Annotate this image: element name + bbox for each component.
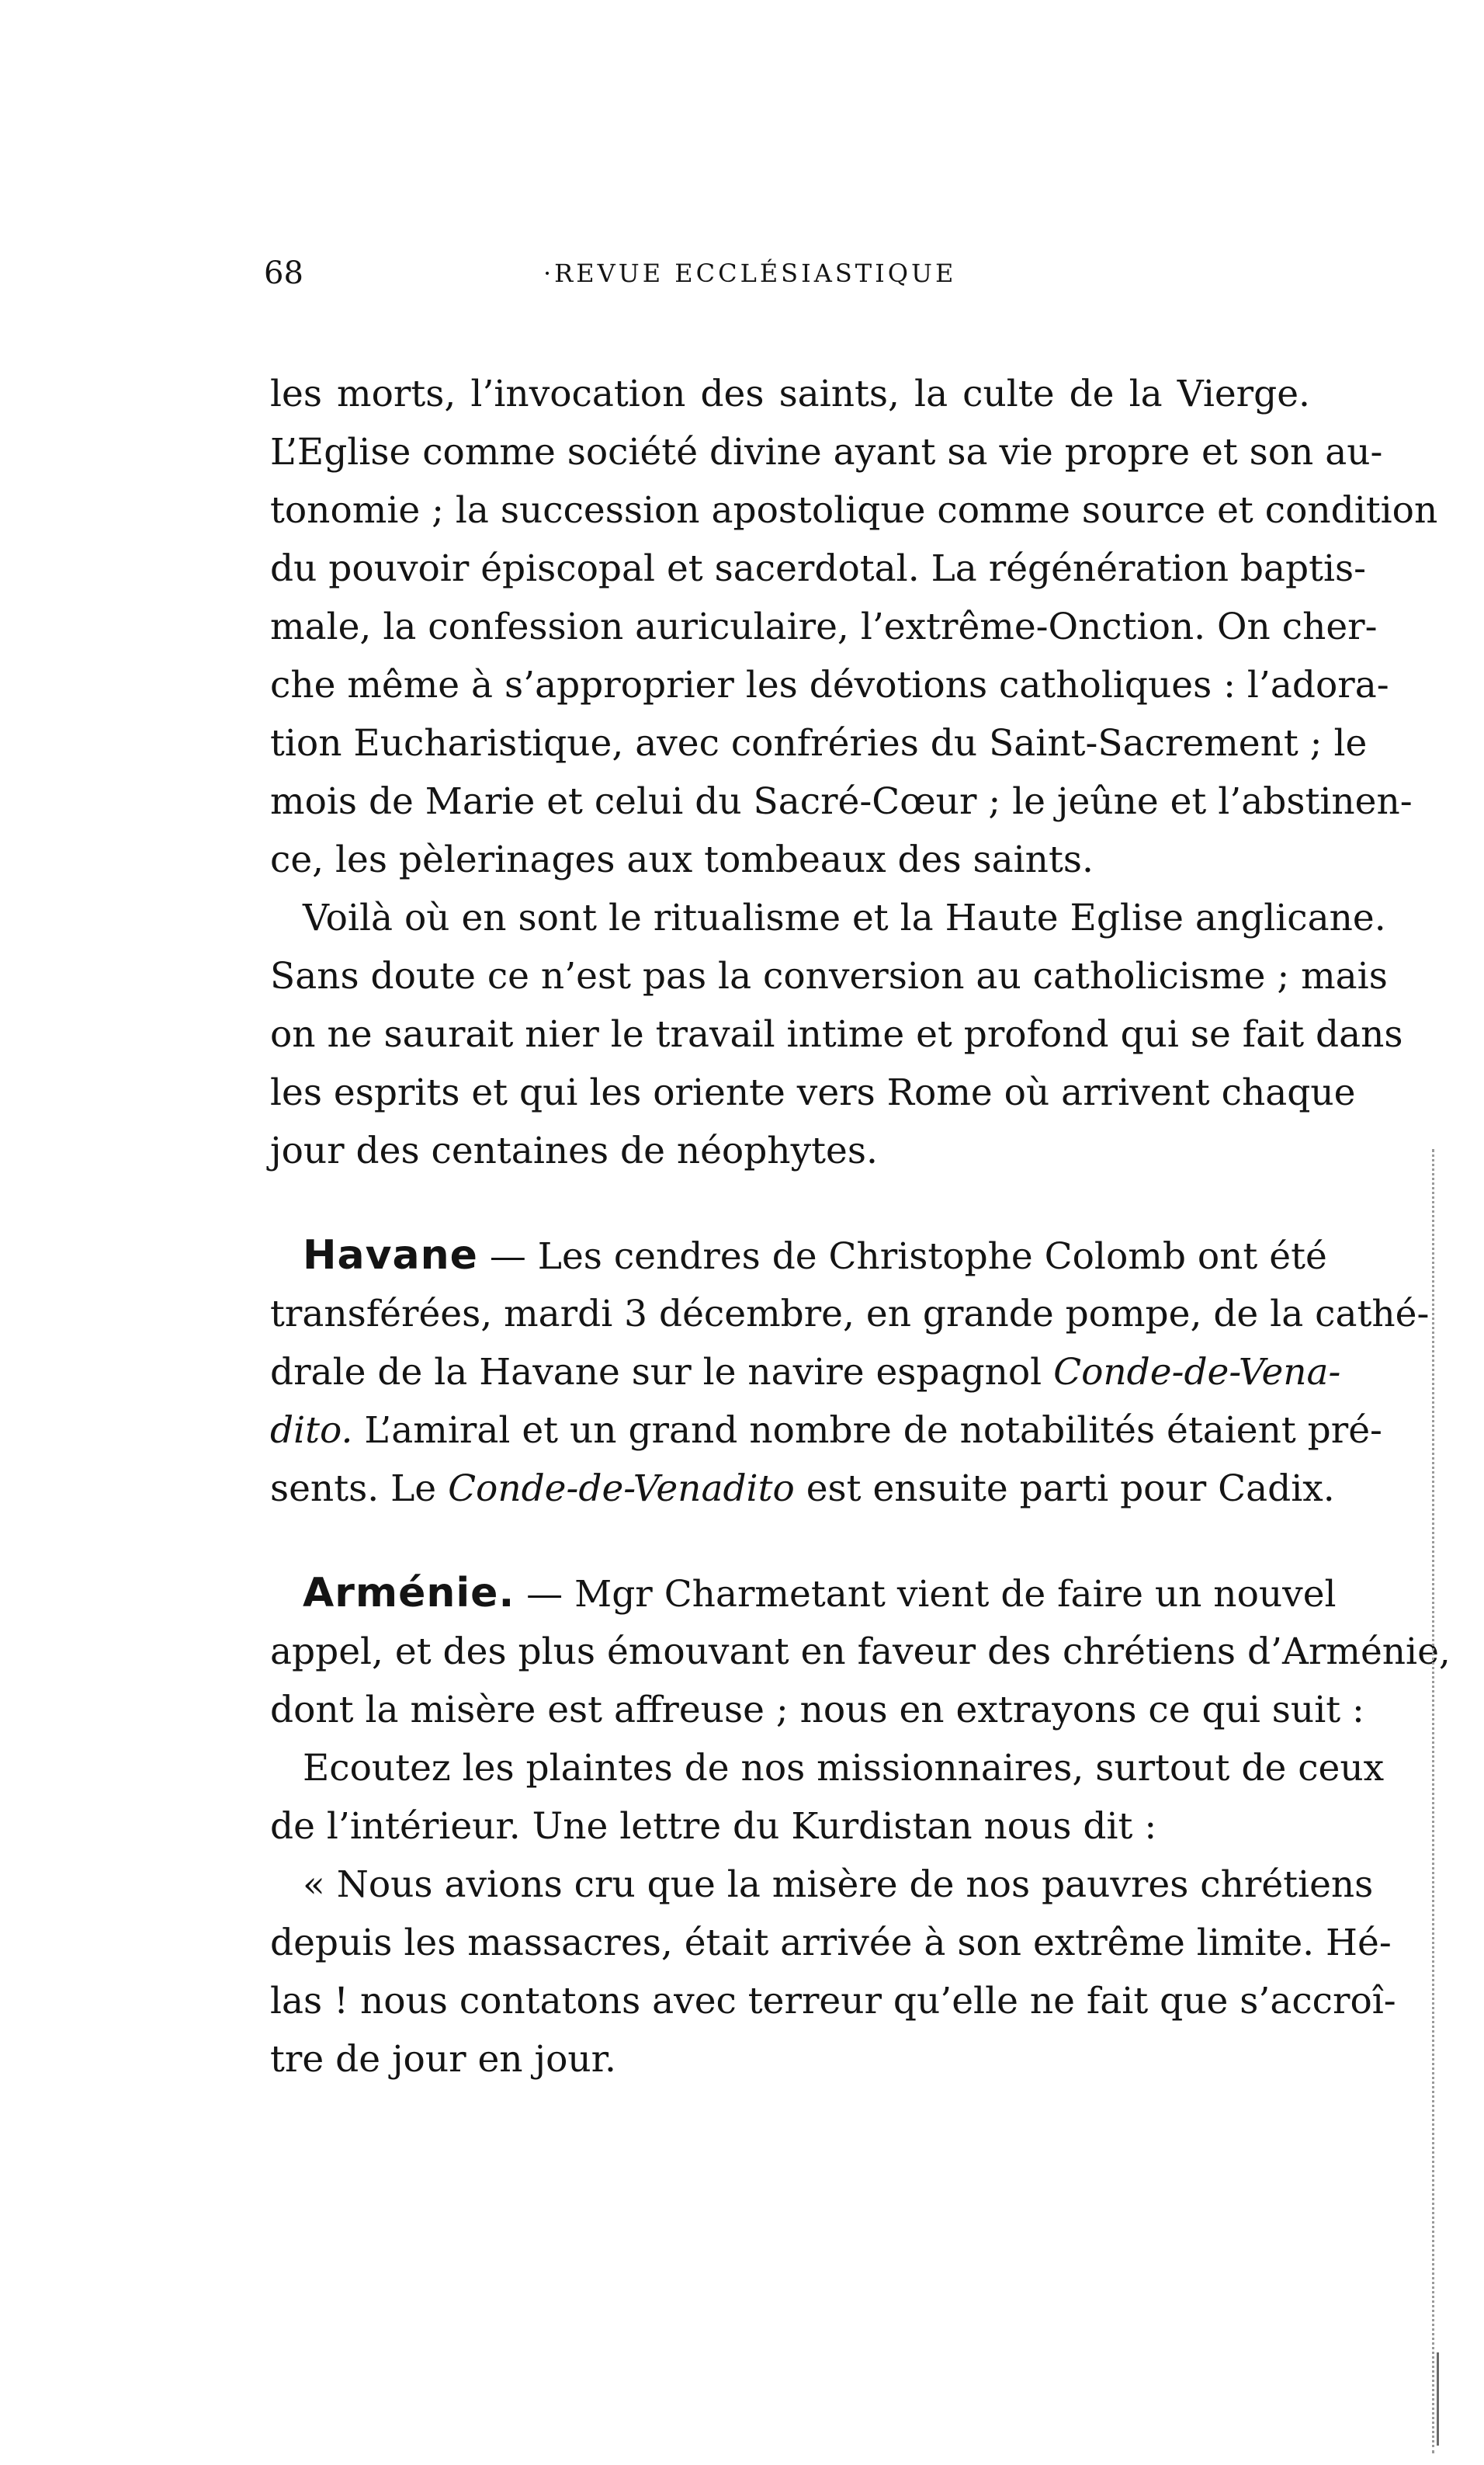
ship-name: Conde-de-Venadito (448, 1467, 795, 1510)
text-span: drale de la Havane sur le navire espagnol (270, 1351, 1054, 1394)
section-heading-armenie: Arménie. (303, 1570, 515, 1616)
text-line: Sans doute ce n’est pas la conversion au catholicisme ; mais (270, 955, 1388, 998)
text-line: les esprits et qui les oriente vers Rome où arrivent chaque (270, 1071, 1356, 1114)
text-line: du pouvoir épiscopal et sacerdotal. La régénération baptis- (270, 547, 1367, 590)
text-line: jour des centaines de néophytes. (270, 1130, 878, 1172)
text-line: depuis les massacres, était arrivée à son extrême limite. Hé- (270, 1922, 1392, 1964)
text-line: « Nous avions cru que la misère de nos pauvres chrétiens (303, 1863, 1374, 1906)
text-line: dont la misère est affreuse ; nous en extrayons ce qui suit : (270, 1689, 1364, 1731)
text-line: ce, les pèlerinages aux tombeaux des saints. (270, 838, 1094, 881)
ship-name: Conde-de-Vena- (1053, 1351, 1341, 1394)
section-heading-havane: Havane (303, 1232, 478, 1279)
scan-margin-mark (1437, 2352, 1439, 2446)
text-span: sents. Le (270, 1467, 449, 1510)
text-line: che même à s’approprier les dévotions catholiques : l’adora- (270, 664, 1389, 707)
running-title: ·REVUE ECCLÉSIASTIQUE (543, 259, 957, 288)
text-line (270, 1460, 1335, 1518)
text-line: mois de Marie et celui du Sacré-Cœur ; le jeûne et l’abstinen- (270, 780, 1413, 823)
text-line: tonomie ; la succession apostolique comme source et condition (270, 489, 1438, 532)
text-line: tion Eucharistique, avec confréries du Saint-Sacrement ; le (270, 722, 1368, 765)
text-line: on ne saurait nier le travail intime et profond qui se fait dans (270, 1013, 1403, 1056)
paragraph-devotions (270, 365, 1438, 889)
text-line (270, 1401, 1382, 1460)
running-header (264, 250, 1351, 297)
text-line: Voilà où en sont le ritualisme et la Haute Eglise anglicane. (303, 897, 1386, 939)
ship-name: dito. (270, 1409, 353, 1452)
text-line: transférées, mardi 3 décembre, en grande pompe, de la cathé- (270, 1293, 1430, 1335)
text-line: Ecoutez les plaintes de nos missionnaires, surtout de ceux (303, 1747, 1385, 1790)
text-line: de l’intérieur. Une lettre du Kurdistan nous dit : (270, 1805, 1157, 1848)
text-line: male, la confession auriculaire, l’extrême-Onction. On cher- (270, 606, 1378, 648)
text-span: — Les cendres de Christophe Colomb ont été (477, 1235, 1327, 1278)
paragraph-lettre-kurdistan (270, 1856, 1396, 2088)
section-havane (270, 1227, 1430, 1518)
text-line: appel, et des plus émouvant en faveur des chrétiens d’Arménie, (270, 1630, 1451, 1673)
body-text (270, 365, 1451, 2088)
text-line: tre de jour en jour. (270, 2038, 616, 2081)
text-line: L’Eglise comme société divine ayant sa vie propre et son au- (270, 431, 1383, 474)
section-armenie (270, 1564, 1451, 1739)
text-span: est ensuite parti pour Cadix. (794, 1467, 1335, 1510)
text-line (270, 1564, 1337, 1623)
scan-margin-artifact (1432, 1149, 1437, 2453)
text-line: les morts, l’invocation des saints, la culte de la Vierge. (270, 373, 1310, 415)
page-number: 68 (264, 255, 303, 291)
text-span: — Mgr Charmetant vient de faire un nouvel (515, 1573, 1337, 1616)
text-line (270, 1227, 1327, 1285)
paragraph-ritualisme (270, 889, 1403, 1180)
text-line (270, 1343, 1341, 1401)
paragraph-missionnaires (270, 1739, 1385, 1856)
text-line: las ! nous contatons avec terreur qu’elle ne fait que s’accroî- (270, 1980, 1396, 2022)
text-span: L’amiral et un grand nombre de notabilités étaient pré- (352, 1409, 1382, 1452)
